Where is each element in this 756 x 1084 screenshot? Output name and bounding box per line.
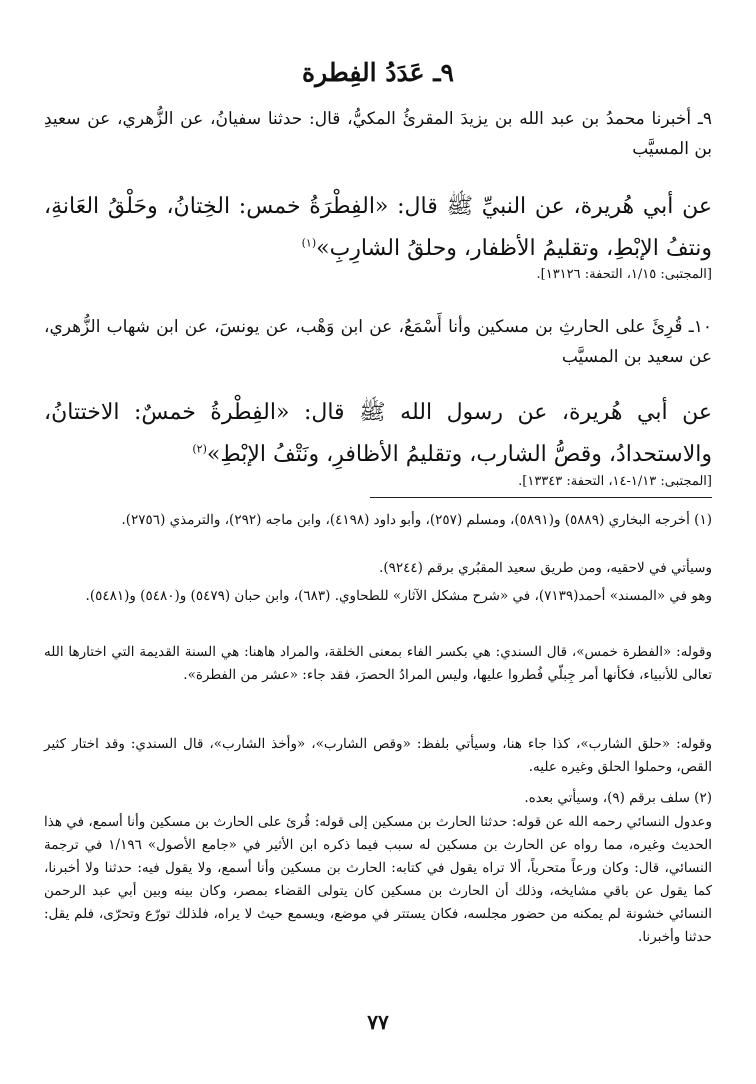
page-number: ٧٧ — [367, 1010, 389, 1034]
footnote: (٢) سلف برقم (٩)، وسيأتي بعده. — [524, 790, 712, 806]
hadith-isnad: ١٠ـ قُرِئَ على الحارثِ بن مسكين وأنا أَسْمَعُ، عن ابن وَهْب، عن يونسَ، عن ابن شهاب الزُّهري، عن سعيد بن المسيَّب — [44, 317, 712, 367]
hadith-reference: [المجتبى: ١/١٥، التحفة: ١٣١٢٦]. — [536, 267, 712, 282]
hadith-reference: [المجتبى: ١/١٣-١٤، التحفة: ١٣٣٤٣]. — [518, 474, 712, 489]
hadith-matn — [44, 186, 712, 270]
footnote: وقوله: «حلق الشارب»، كذا جاء هنا، وسيأتي بلفظ: «وقص الشارب»، «وأخذ الشارب»، قال السندي: وقد اختار كثير القص، وحملوا الحلق وغيره عليه. — [44, 736, 712, 775]
footnote: (١) أخرجه البخاري (٥٨٨٩) و(٥٨٩١)، ومسلم (٢٥٧)، وأبو داود (٤١٩٨)، وابن ماجه (٢٩٢)، والترمذي (٢٧٥٦). — [121, 512, 712, 528]
footnote: وسيأتي في لاحقيه، ومن طريق سعيد المقبُري برقم (٩٢٤٤). — [379, 560, 712, 576]
footnote: وهو في «المسند» أحمد(٧١٣٩)، في «شرح مشكل الآثار» للطحاوي. (٦٨٣)، وابن حبان (٥٤٧٩) و(٥٤٨٠) و(٥٤٨١). — [85, 588, 712, 604]
hadith-matn-text: عن أبي هُريرة، عن رسول الله ﷺ قال: «الفِطْرةُ خمسٌ: الاختتانُ، والاستحدادُ، وقصُّ الشارب، وتقليمُ الأظافرِ، ونَتْفُ الإبْطِ» — [44, 400, 712, 467]
hadith-matn — [44, 392, 712, 476]
chapter-title: ٩ـ عَدَدُ الفِطرة — [302, 58, 454, 87]
hadith-matn-text: عن أبي هُريرة، عن النبيِّ ﷺ قال: «الفِطْرَةُ خمس: الخِتانُ، وحَلْقُ العَانةِ، ونتفُ الإبْطِ، وتقليمُ الأظفار، وحلقُ الشارِبِ» — [44, 194, 712, 261]
footnote: وعدول النسائي رحمه الله عن قوله: حدثنا الحارث بن مسكين إلى قوله: قُرئ على الحارث بن مسكين وأنا أسمع، في هذا الحديث وغيره، مما رواه عن الحارث بن مسكين له سبب فيما ذكره ابن الأثير في «جامع الأصول» ١/١٩٦ في ترجمة النسائي، قال: وكان ورعاً متحرياً، ألا تراه يقول في كتابه: الحارث بن مسكين وأنا أسمع، ولا يقول فيه: حدثنا ولا أخبرنا، كما يقول عن باقي مشايخه، وذلك أن الحارث بن مسكين كان يتولى القضاء بمصر، وكان بينه وبين أبي عبد الرحمن النسائي خشونة لم يمكنه من حضور مجلسه، فكان يستتر في موضع، ويسمع حيث لا يراه، فلذلك تورّع وتحرّى، فلم يقل: حدثنا وأخبرنا. — [44, 814, 713, 945]
footnote-marker: (١) — [301, 236, 317, 250]
book-page — [44, 0, 712, 1084]
footnote-marker: (٢) — [192, 442, 207, 456]
footnote-divider — [370, 497, 712, 498]
footnote: وقوله: «الفطرة خمس»، قال السندي: هي بكسر الفاء بمعنى الخلقة، والمراد هاهنا: هي السنة القديمة التي اختارها الله تعالى للأنبياء، فكأنها أمر جِبلّي فُطروا عليها، وليس المرادُ الحصرَ، فقد جاء: «عشر من الفطرة». — [44, 644, 712, 683]
hadith-isnad: ٩ـ أخبرنا محمدُ بن عبد الله بن يزيدَ المقرئُ المكيُّ، قال: حدثنا سفيانُ، عن الزُّهري، عن سعيدِ بن المسيَّب — [44, 109, 712, 159]
